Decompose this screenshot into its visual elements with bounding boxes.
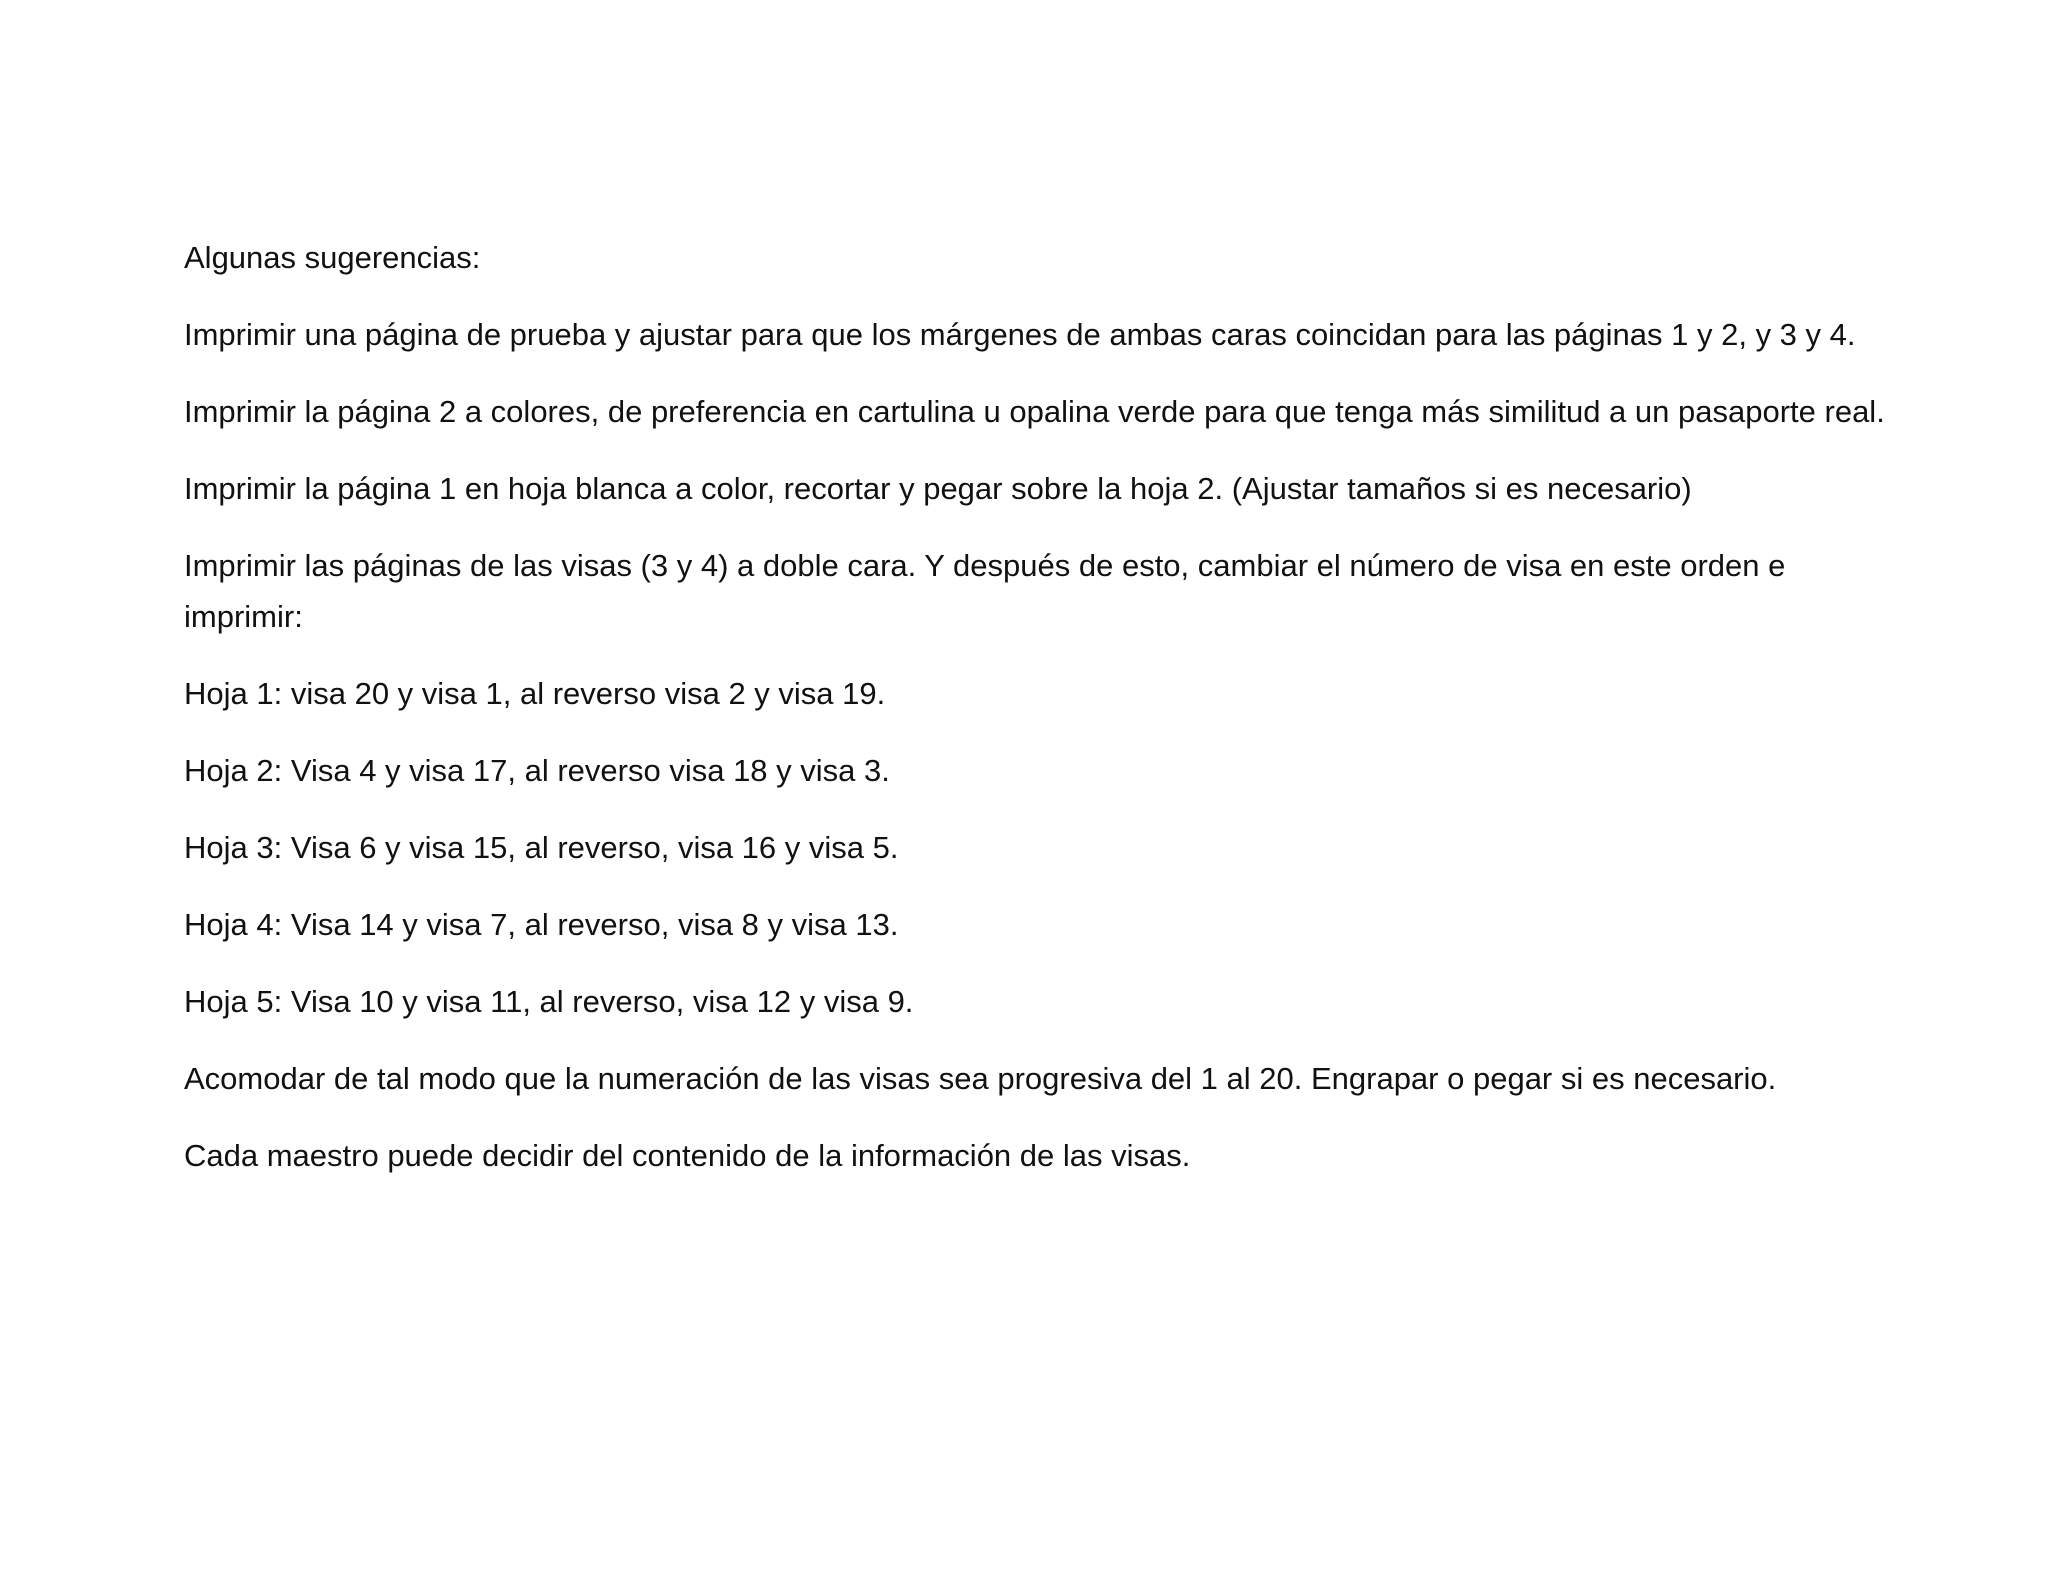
paragraph-teacher-decides: Cada maestro puede decidir del contenido de la información de las visas. — [184, 1138, 1191, 1173]
paragraph-sheet-4: Hoja 4: Visa 14 y visa 7, al reverso, visa 8 y visa 13. — [184, 907, 899, 942]
paragraph-test-print: Imprimir una página de prueba y ajustar para que los márgenes de ambas caras coincidan para las páginas 1 y 2, y 3 y 4. — [184, 317, 1856, 352]
document-body — [184, 232, 1904, 1207]
paragraph-sheet-5: Hoja 5: Visa 10 y visa 11, al reverso, visa 12 y visa 9. — [184, 984, 914, 1019]
paragraph-page-2-color: Imprimir la página 2 a colores, de preferencia en cartulina u opalina verde para que tenga más similitud a un pasaporte real. — [184, 394, 1885, 429]
paragraph-sheet-1: Hoja 1: visa 20 y visa 1, al reverso visa 2 y visa 19. — [184, 676, 886, 711]
paragraph-sheet-2: Hoja 2: Visa 4 y visa 17, al reverso visa 18 y visa 3. — [184, 753, 890, 788]
paragraph-visa-pages: Imprimir las páginas de las visas (3 y 4) a doble cara. Y después de esto, cambiar el número de visa en este orden e imprimir: — [184, 548, 1786, 634]
paragraph-sheet-3: Hoja 3: Visa 6 y visa 15, al reverso, visa 16 y visa 5. — [184, 830, 899, 865]
heading-suggestions: Algunas sugerencias: — [184, 240, 481, 275]
paragraph-page-1-white: Imprimir la página 1 en hoja blanca a color, recortar y pegar sobre la hoja 2. (Ajustar tamaños si es necesario) — [184, 471, 1692, 506]
paragraph-arrange: Acomodar de tal modo que la numeración de las visas sea progresiva del 1 al 20. Engrapar o pegar si es necesario. — [184, 1061, 1777, 1096]
